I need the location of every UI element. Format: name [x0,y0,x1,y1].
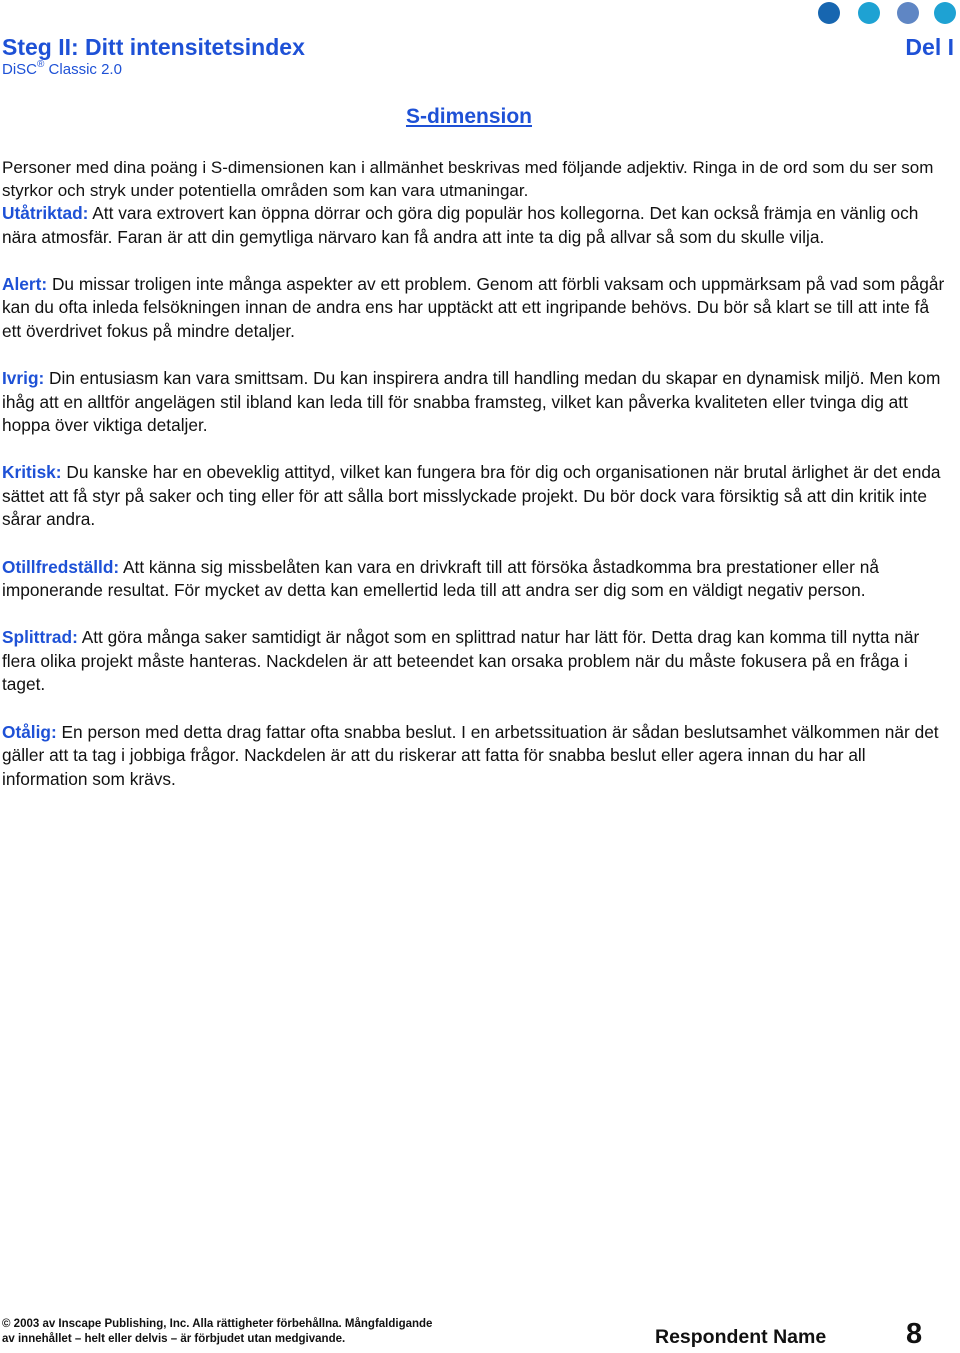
brand-name: DiSC [2,61,38,78]
adjective-entry [2,273,950,344]
adjective-entry [2,626,950,697]
adjective-entry [2,202,950,249]
page-number: 8 [906,1318,923,1350]
adjective-term: Otillfredställd: [2,556,120,577]
adjective-term: Splittrad: [2,627,78,648]
dot-icon [934,2,956,24]
adjective-description: Din entusiasm kan vara smittsam. Du kan inspirera andra till handling medan du skapar en dynamisk miljö. Men kom ihåg att en alltför angelägen stil ibland kan leda till för snabba framsteg, vilket kan påverka kvaliteten eller tvinga dig att hoppa över viktiga detaljer. [2,367,941,436]
dot-icon [818,2,840,24]
adjective-list [2,202,950,791]
adjective-description: Du kanske har en obeveklig attityd, vilket kan fungera bra för dig och organisationen när brutal ärlighet är det enda sättet att få styr på saker och ting eller för att sålla bort misslyckade projekt. Du bör dock vara försiktig så att din kritik inte sårar andra. [2,462,941,530]
adjective-description: Att göra många saker samtidigt är något som en splittrad natur har lätt för. Detta drag kan komma till nytta när flera olika projekt måste hanteras. Nackdelen är att beteendet kan orsaka problem när du måste fokusera på en fråga i taget. [2,627,920,695]
section-title: S-dimension [405,105,532,128]
adjective-description: Att känna sig missbelåten kan vara en drivkraft till att försöka åstadkomma bra prestationer eller nå imponerande resultat. För mycket av detta kan emellertid leda till att andra ser dig som en väldigt negativ person. [2,556,879,601]
adjective-entry [2,721,950,792]
product-subtitle [2,61,122,78]
registered-mark: ® [37,59,45,70]
dot-icon [897,2,919,24]
adjective-description: Du missar troligen inte många aspekter av ett problem. Genom att förbli vaksam och uppmärksam på vad som pågår kan du ofta inleda felsökningen innan de andra ens har upptäckt att ett ingripande behövs. Du bör så klart se till att inte få ett överdrivet fokus på mindre detaljer. [2,273,945,341]
adjective-description: En person med detta drag fattar ofta snabba beslut. I en arbetssituation är sådan beslutsamhet välkommen när det gäller att ta tag i jobbiga frågor. Nackdelen är att du riskerar att fatta för snabba beslut eller agera innan du har all information som krävs. [2,721,939,789]
adjective-term: Utåtriktad: [2,203,89,223]
dot-icon [858,2,880,24]
decorative-dots [818,2,958,24]
main-content [2,156,950,791]
copyright-line: © 2003 av Inscape Publishing, Inc. Alla rättigheter förbehållna. Mångfaldigande [2,1318,433,1330]
adjective-entry [2,367,950,438]
page-title: Steg II: Ditt intensitetsindex [2,34,305,60]
intro-paragraph: Personer med dina poäng i S-dimensionen kan i allmänhet beskrivas med följande adjektiv. Ringa in de ord som du ser som styrkor och stryk under potentiella områden som kan vara utmaningar. [2,158,934,200]
copyright-line: av innehållet – helt eller delvis – är förbjudet utan medgivande. [2,1333,346,1345]
part-label: Del I [905,34,954,60]
adjective-description: Att vara extrovert kan öppna dörrar och göra dig populär hos kollegorna. Det kan också främja en vänlig och nära atmosfär. Faran är att din gemytliga närvaro kan få andra att inte ta dig på allvar så som du skulle vilja. [2,203,919,247]
adjective-term: Otålig: [2,721,57,742]
adjective-entry [2,556,950,603]
respondent-name: Respondent Name [655,1326,827,1348]
product-version: Classic 2.0 [44,61,122,78]
adjective-term: Ivrig: [2,367,45,388]
adjective-term: Alert: [2,273,48,294]
copyright-notice [2,1317,482,1347]
adjective-entry [2,461,950,532]
adjective-term: Kritisk: [2,462,62,483]
